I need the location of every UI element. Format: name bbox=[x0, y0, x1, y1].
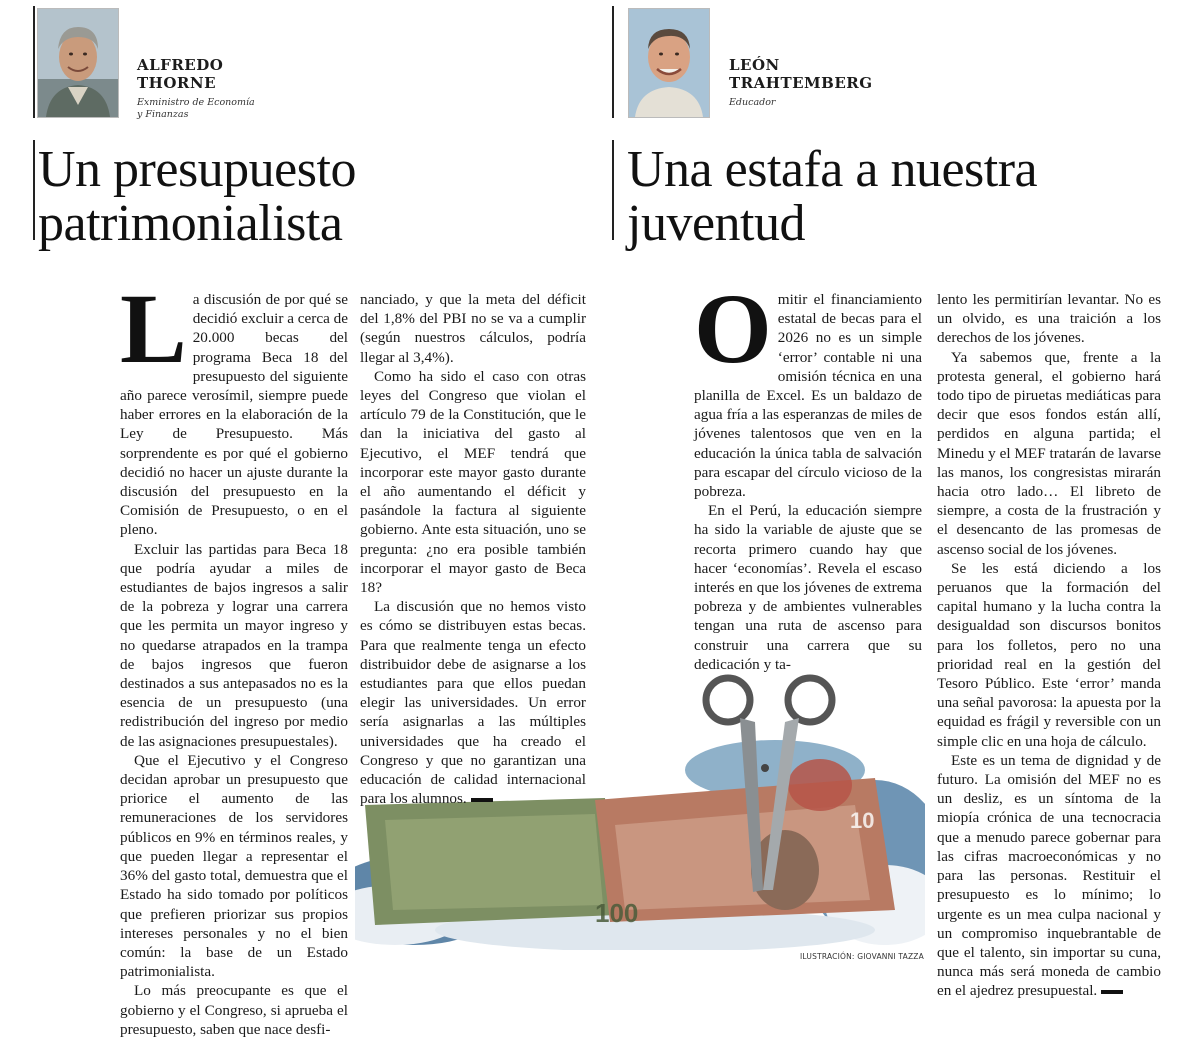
right-header-rule bbox=[612, 6, 614, 118]
right-col2-para-2: Ya sabemos que, frente a la protesta general, el gobierno hará todo tipo de piruetas mediáticas para decir que esos fondos están allí, perdidos en alguna partida; el Minedu y el MEF tratarán de lavarse las manos, los congresistas mirarán hacia otro lado… El libreto de siempre, a costa de la frustración y el desencanto de las promesas de ascenso social de los jóvenes. bbox=[937, 348, 1161, 558]
author-photo-thorne bbox=[37, 8, 119, 118]
left-dropcap: L bbox=[120, 273, 187, 384]
banknote-value-10: 10 bbox=[850, 808, 875, 833]
left-headline-line2: patrimonialista bbox=[38, 195, 343, 252]
right-headline-line2: juventud bbox=[627, 195, 805, 252]
left-header-rule bbox=[33, 6, 35, 118]
left-col1-para-4: Lo más preocupante es que el gobierno y el Congreso, si aprueba el presupuesto, saben que nace desfi- bbox=[120, 982, 348, 1038]
right-author-first: LEÓN bbox=[729, 56, 780, 74]
left-col2-para-3: La discusión que no hemos visto es cómo se distribuyen estas becas. Para que realmente tenga un efecto distribuidor debe de asignarse a los estudiantes para que ellos puedan elegir las universidades. Un error sería asignarlas a las múltiples universidades que ha creado el Congreso y que no garantizan una educación de calidad internacional para los alumnos. bbox=[360, 598, 586, 808]
left-author-last: THORNE bbox=[137, 74, 217, 92]
right-end-mark bbox=[1101, 990, 1123, 994]
right-col2-para-1: lento les permitirían levantar. No es un olvido, es una traición a los derechos de los jóvenes. bbox=[937, 291, 1161, 347]
left-author-role-2: y Finanzas bbox=[137, 109, 189, 120]
right-col2-para-3: Se les está diciendo a los peruanos que la formación del capital humano y la lucha contra la desigualdad son discursos bonitos para los folletos, pero no una prioridad real en la gestión del Tesoro Público. Este ‘error’ manda una señal pavorosa: la apuesta por la equidad es frágil y reversible con un simple clic en una hoja de cálculo. bbox=[937, 559, 1161, 750]
left-column-2 bbox=[360, 290, 586, 808]
right-dropcap: O bbox=[694, 273, 772, 384]
right-col2-para-4: Este es un tema de dignidad y de futuro. La omisión del MEF no es un desliz, es un síntoma de la miopía crónica de una tecnocracia que a menudo parece gobernar para las cifras macroeconómicas y no para las personas. Restituir el presupuesto es lo mínimo; lo urgente es un mea culpa nacional y un compromiso inquebrantable de que el talento, sin importar su cuna, nunca más será moneda de cambio en el ajedrez presupuestal. bbox=[937, 751, 1161, 1000]
left-col1-para-3: Que el Ejecutivo y el Congreso decidan aprobar un presupuesto que priorice el aumento de las remuneraciones de los servidores públicos en 9% en términos reales, y que pueden llegar a representar el 36% del gasto total, demuestra que el Estado ha sido tomado por políticos que prefieren priorizar sus propios intereses personales y no el bien común: la base de un Estado patrimonialista. bbox=[120, 751, 348, 981]
left-end-mark bbox=[471, 798, 493, 802]
right-col1-para-1: mitir el financiamiento estatal de becas para el 2026 no es un simple ‘error’ contable ni una omisión técnica en una planilla de Excel. Es un baldazo de agua fría a las esperanzas de miles de jóvenes talentosos que ven en la educación la única tabla de salvación para escapar del círculo vicioso de la pobreza. bbox=[694, 291, 922, 501]
illustration-credit: ILUSTRACIÓN: GIOVANNI TAZZA bbox=[800, 952, 924, 961]
left-headline-rule bbox=[33, 140, 35, 240]
left-col2-para-2: Como ha sido el caso con otras leyes del Congreso que violan el artículo 79 de la Constitución, que le dan la iniciativa del gasto al Ejecutivo, el MEF tendrá que incorporar este mayor gasto durante el año aumentando el déficit y pasándole la factura al siguiente gobierno. Ante esta situación, uno se pregunta: ¿no era posible también incorporar el mayor gasto de Beca 18? bbox=[360, 367, 586, 597]
author-photo-trahtemberg bbox=[628, 8, 710, 118]
right-column-2 bbox=[937, 290, 1161, 1001]
right-headline-rule bbox=[612, 140, 614, 240]
left-col2-para-1: nanciado, y que la meta del déficit del 1,8% del PBI no se va a cumplir (según nuestros cálculos, podría llegar al 3,4%). bbox=[360, 291, 586, 366]
left-column-1 bbox=[120, 273, 348, 1039]
right-col1-para-2: En el Perú, la educación siempre ha sido la variable de ajuste que se recorta primero cuando hay que hacer ‘economías’. Revela el escaso interés en que los jóvenes de extrema pobreza y de ambientes vulnerables tengan una ruta de ascenso para construir una carrera que su dedicación y ta- bbox=[694, 502, 922, 673]
right-author-last: TRAHTEMBERG bbox=[729, 74, 873, 92]
right-headline-line1: Una estafa a nuestra bbox=[627, 141, 1038, 198]
left-author-first: ALFREDO bbox=[137, 56, 224, 74]
right-column-1 bbox=[694, 273, 922, 674]
left-headline-line1: Un presupuesto bbox=[38, 141, 356, 198]
left-col1-para-2: Excluir las partidas para Beca 18 que podría ayudar a miles de estudiantes de bajos ingresos a salir de la pobreza y lograr una carrera que les permita un mayor ingreso y no quedarse atrapados en la trampa de bajos ingresos que fueron destinados a sus antepasados no es la esencia de un presupuesto (una redistribución del ingreso por medio de las asignaciones presupuestales). bbox=[120, 540, 348, 750]
banknote-value-100: 100 bbox=[595, 898, 639, 928]
right-author-role: Educador bbox=[729, 97, 776, 108]
left-author-role-1: Exministro de Economía bbox=[137, 97, 255, 108]
left-col1-para-1: a discusión de por qué se decidió excluir a cerca de 20.000 becas del programa Beca 18 del presupuesto del siguiente año parece verosímil, siempre puede haber errores en la elaboración de la Ley de Presupuesto. Más sorprendente es por qué el gobierno decidió no hacer un ajuste durante la discusión del presupuesto en la Comisión de Presupuesto, o en el pleno. bbox=[120, 291, 348, 539]
